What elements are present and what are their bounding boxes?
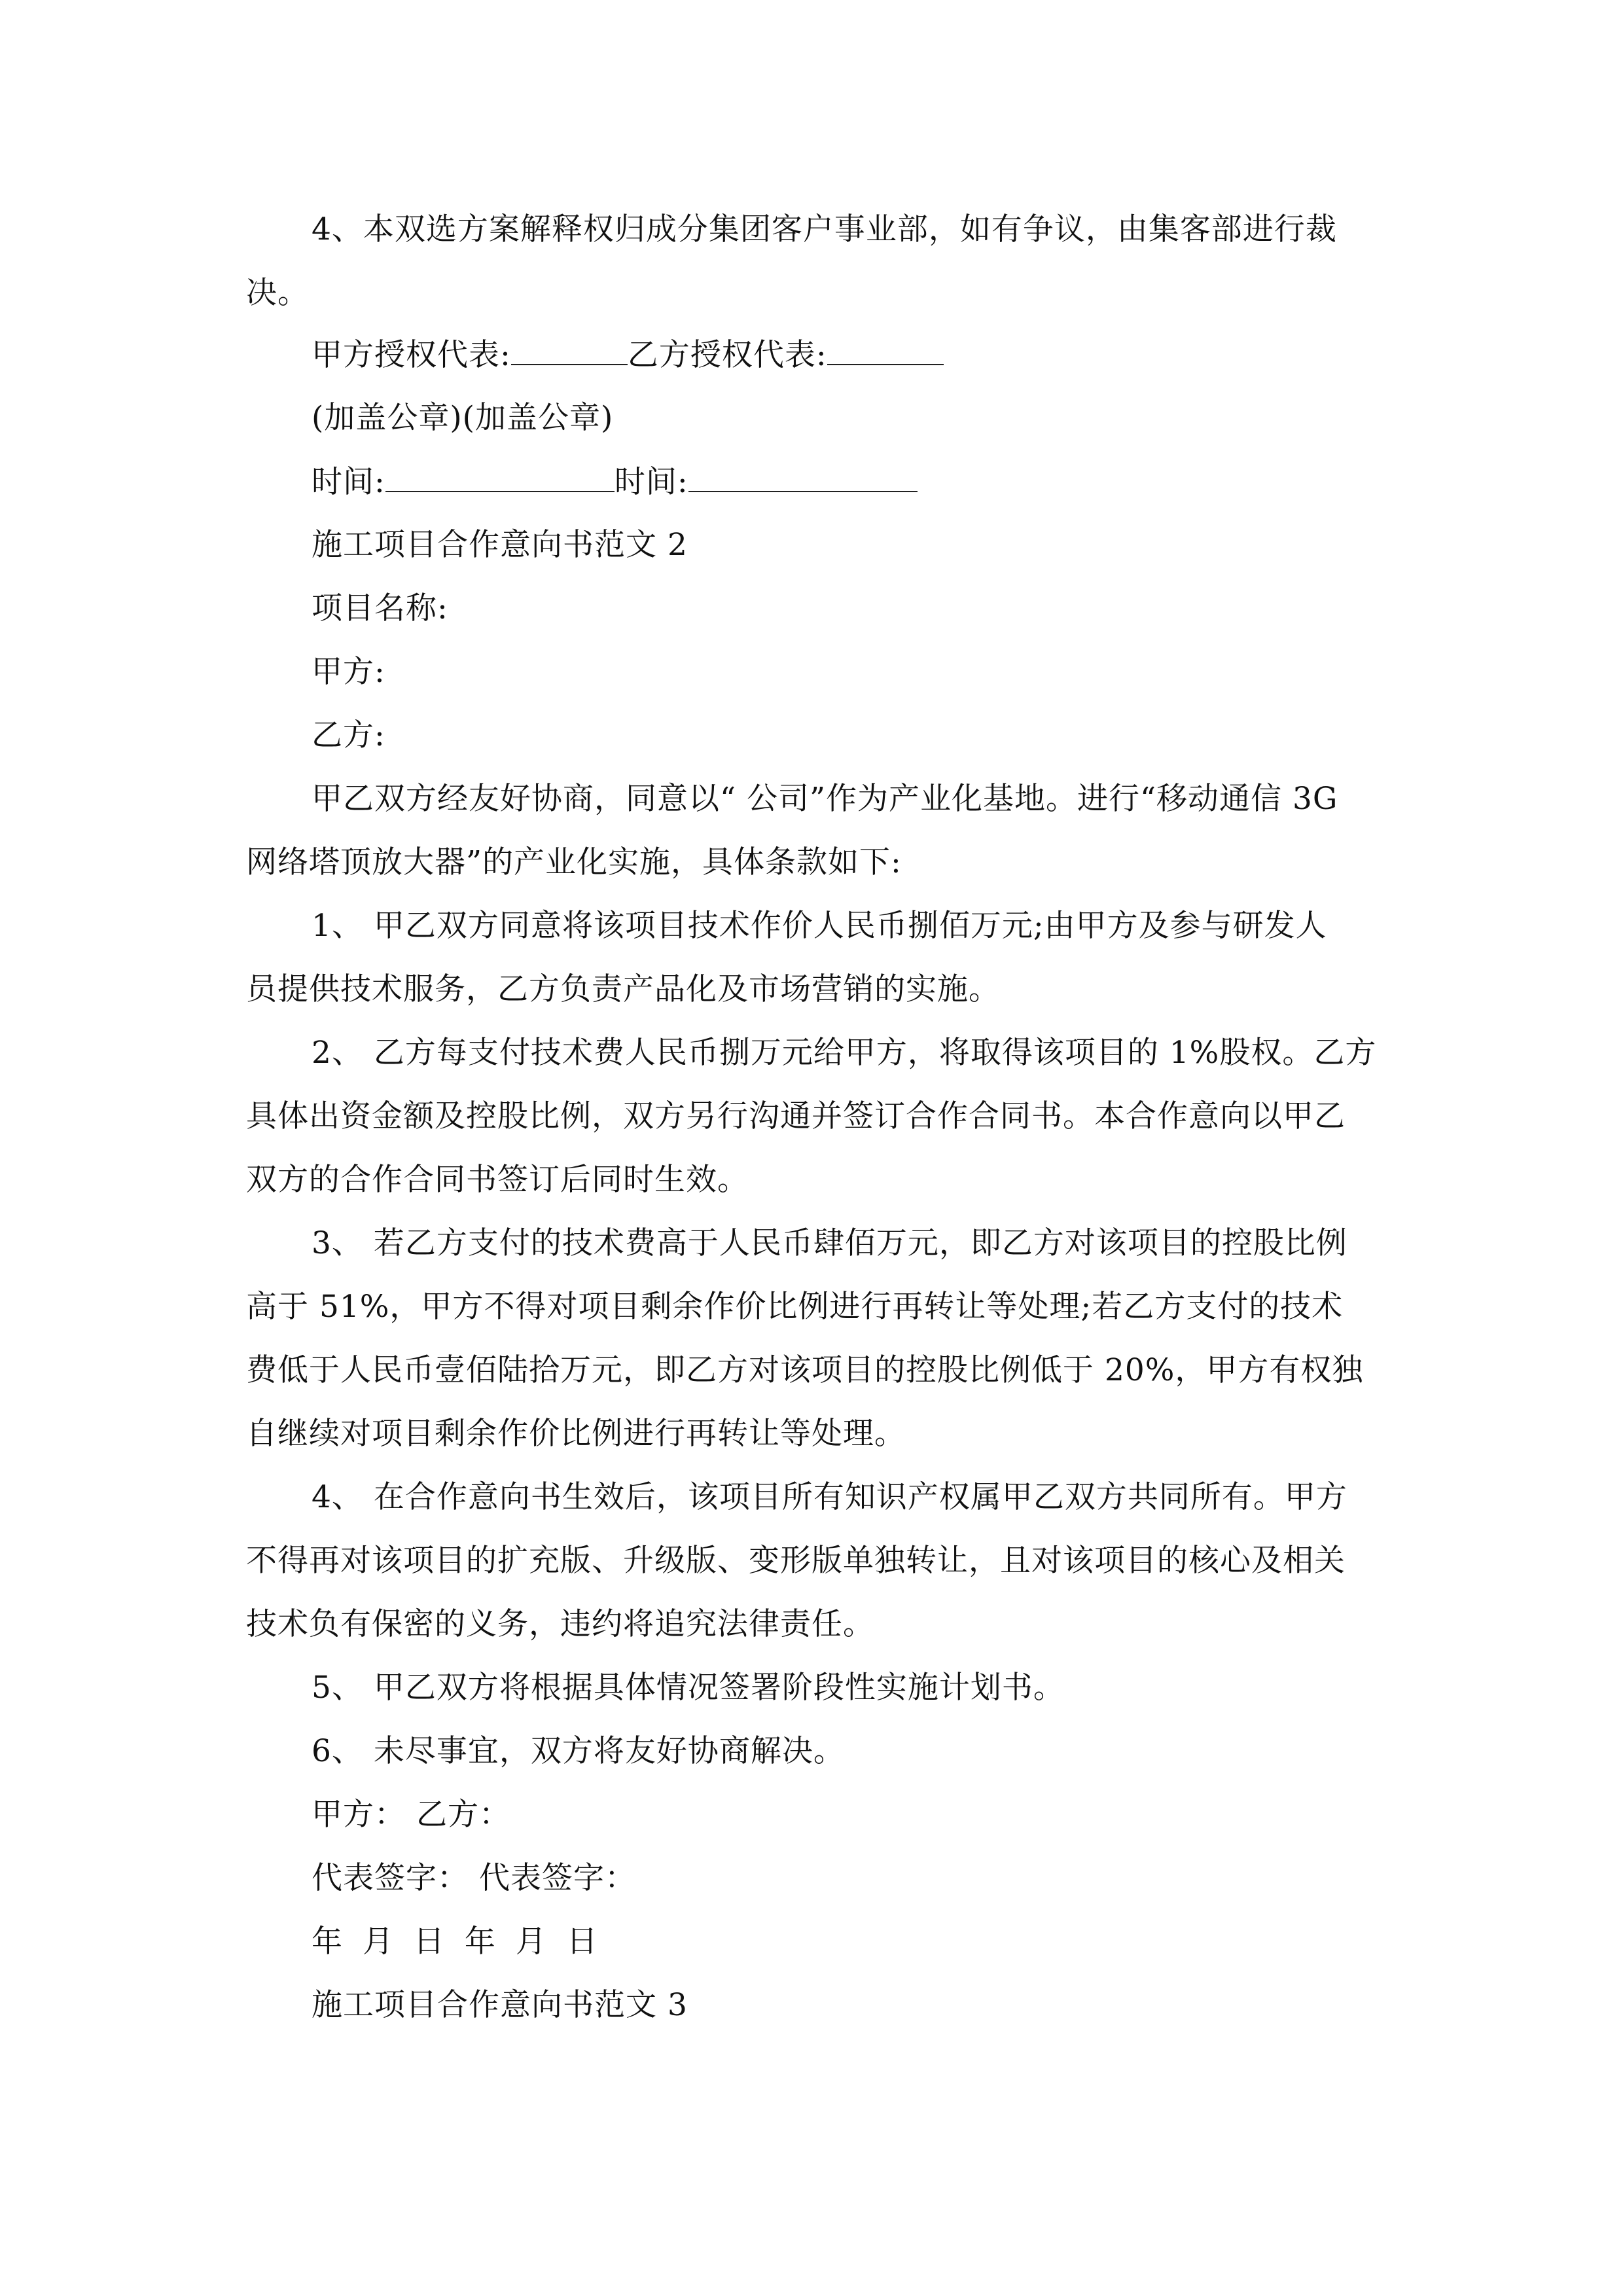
clause-1-line-2: 员提供技术服务，乙方负责产品化及市场营销的实施。	[246, 971, 1000, 1007]
clause-4-line-2: 决。	[246, 275, 309, 311]
signature-representatives: 代表签字： 代表签字：	[312, 1860, 636, 1896]
time-row	[312, 462, 918, 502]
clause-6: 6、 未尽事宜，双方将友好协商解决。	[312, 1733, 845, 1769]
clause-2-line-3: 双方的合作合同书签订后同时生效。	[246, 1162, 749, 1198]
time-a-label: 时间:	[312, 464, 385, 500]
clause-4-line-1: 4、本双选方案解释权归成分集团客户事业部，如有争议，由集客部进行裁	[312, 211, 1337, 247]
section-title-3: 施工项目合作意向书范文 3	[312, 1987, 688, 2023]
clause-1-line-1: 1、 甲乙双方同意将该项目技术作价人民币捌佰万元;由甲方及参与研发人	[312, 908, 1327, 944]
time-a-blank	[385, 462, 615, 492]
clause-3-line-1: 3、 若乙方支付的技术费高于人民币肆佰万元，即乙方对该项目的控股比例	[312, 1225, 1347, 1261]
time-b-blank	[688, 462, 918, 492]
clause-2-line-2: 具体出资金额及控股比例，双方另行沟通并签订合作合同书。本合作意向以甲乙	[246, 1098, 1346, 1134]
signature-date: 年 月 日 年 月 日	[312, 1924, 598, 1960]
project-name-label: 项目名称:	[312, 590, 448, 626]
clause-4b-line-1: 4、 在合作意向书生效后，该项目所有知识产权属甲乙双方共同所有。甲方	[312, 1479, 1347, 1515]
clause-5: 5、 甲乙双方将根据具体情况签署阶段性实施计划书。	[312, 1670, 1065, 1706]
section-title-2: 施工项目合作意向书范文 2	[312, 527, 688, 563]
party-a-rep-blank	[511, 335, 628, 365]
clause-3-line-4: 自继续对项目剩余作价比例进行再转让等处理。	[246, 1416, 906, 1452]
party-b-rep-label: 乙方授权代表:	[627, 337, 827, 373]
seal-row: (加盖公章)(加盖公章)	[312, 400, 614, 436]
time-b-label: 时间:	[614, 464, 688, 500]
clause-3-line-3: 费低于人民币壹佰陆拾万元，即乙方对该项目的控股比例低于 20%，甲方有权独	[246, 1352, 1364, 1388]
clause-2-line-1: 2、 乙方每支付技术费人民币捌万元给甲方，将取得该项目的 1%股权。乙方	[312, 1035, 1377, 1071]
signature-parties: 甲方： 乙方：	[312, 1797, 510, 1833]
authorized-rep-row	[312, 335, 944, 375]
party-b-rep-blank	[827, 335, 944, 365]
clause-4b-line-3: 技术负有保密的义务，违约将追究法律责任。	[246, 1606, 874, 1642]
intro-line-1: 甲乙双方经友好协商，同意以“ 公司”作为产业化基地。进行“移动通信 3G	[312, 781, 1338, 817]
clause-3-line-2: 高于 51%，甲方不得对项目剩余作价比例进行再转让等处理;若乙方支付的技术	[246, 1289, 1344, 1325]
party-a-label: 甲方:	[312, 654, 385, 690]
clause-4b-line-2: 不得再对该项目的扩充版、升级版、变形版单独转让，且对该项目的核心及相关	[246, 1543, 1346, 1579]
intro-line-2: 网络塔顶放大器”的产业化实施，具体条款如下:	[246, 844, 902, 880]
party-a-rep-label: 甲方授权代表:	[312, 337, 511, 373]
party-b-label: 乙方:	[312, 717, 385, 753]
